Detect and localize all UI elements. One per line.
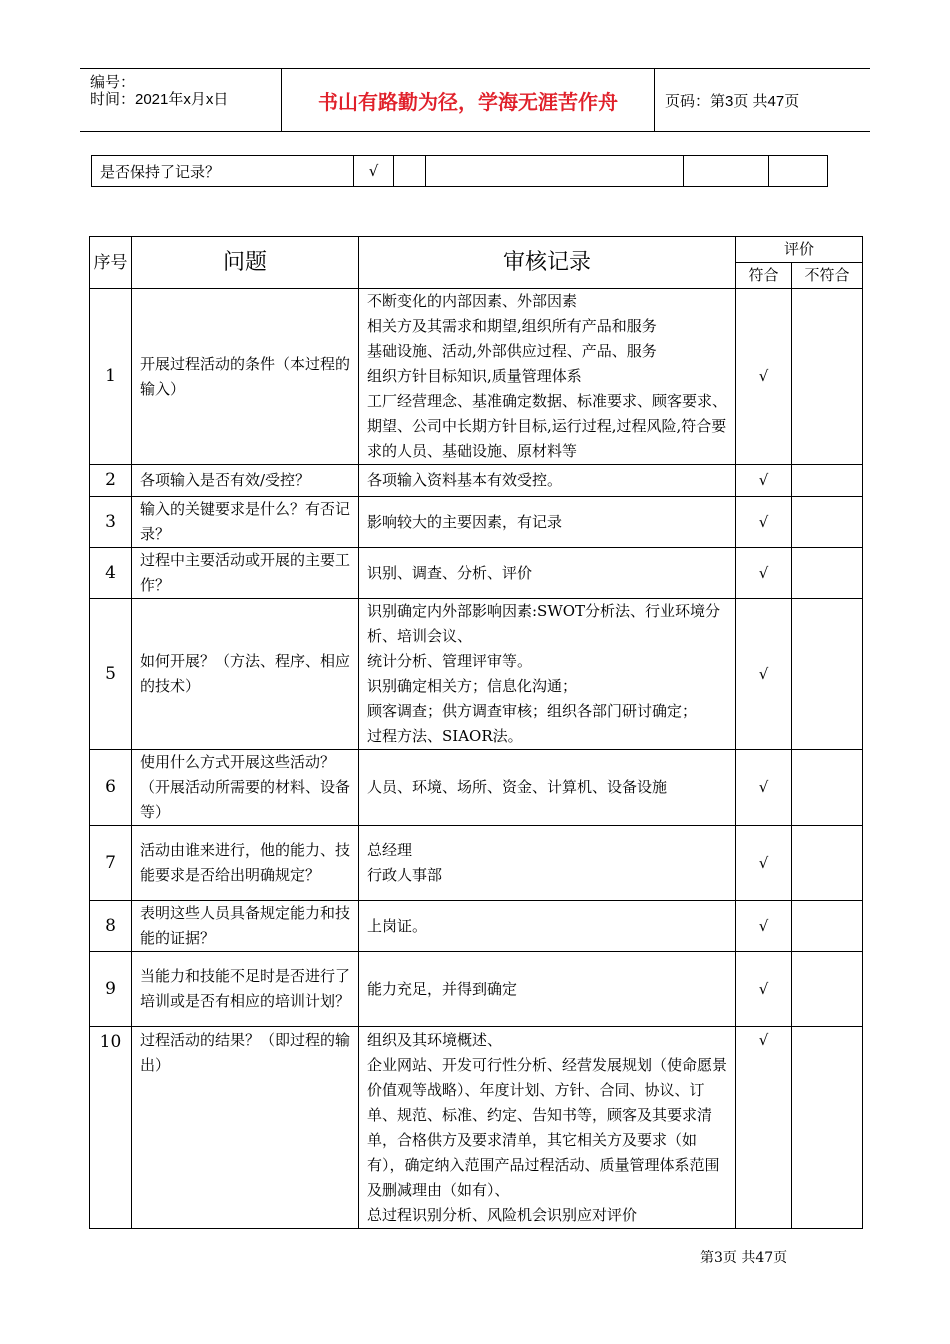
row-nonconform — [792, 901, 863, 952]
row-nonconform — [792, 599, 863, 750]
record-line: 识别确定内外部影响因素:SWOT分析法、行业环境分析、培训会议、 — [367, 602, 721, 645]
record-line: 行政人事部 — [367, 866, 443, 884]
row-seq: 2 — [90, 465, 132, 497]
row-conform-check: √ — [736, 901, 792, 952]
record-line: 组织及其环境概述、 — [367, 1030, 503, 1049]
row-record — [359, 901, 736, 952]
row-conform-check: √ — [736, 826, 792, 901]
record-line: 各项输入资料基本有效受控。 — [367, 471, 563, 489]
header-meta — [80, 69, 282, 131]
page-header — [80, 68, 870, 132]
table-row — [90, 901, 863, 952]
header-page-label: 页码：第3页 共47页 — [665, 92, 800, 110]
record-line: 总过程识别分析、风险机会识别应对评价 — [367, 1205, 638, 1224]
row-seq: 3 — [90, 497, 132, 548]
row-record — [359, 599, 736, 750]
audit-table — [89, 236, 863, 1229]
table-row — [90, 465, 863, 497]
record-line: 识别确定相关方；信息化沟通； — [367, 677, 578, 695]
record-line: 相关方及其需求和期望,组织所有产品和服务 — [367, 317, 657, 335]
header-seq-label: 序号 — [93, 252, 128, 273]
row-seq: 4 — [90, 548, 132, 599]
fragment-empty-cell — [684, 156, 769, 187]
table-row — [92, 156, 828, 187]
row-record — [359, 465, 736, 497]
record-line: 统计分析、管理评审等。 — [367, 652, 533, 670]
row-question: 表明这些人员具备规定能力和技能的证据？ — [132, 901, 359, 952]
row-seq: 10 — [90, 1027, 132, 1229]
record-line: 总经理 — [367, 841, 413, 859]
header-nonconform: 不符合 — [792, 263, 863, 289]
row-question: 过程活动的结果？（即过程的输出） — [132, 1027, 359, 1229]
row-conform-check: √ — [736, 599, 792, 750]
row-record — [359, 548, 736, 599]
record-line: 过程方法、SIAOR法。 — [367, 727, 523, 745]
record-line: 工厂经营理念、基准确定数据、标准要求、顾客要求、期望、公司中长期方针目标,运行过程,过程风险,符合要求的人员、基础设施、原材料等 — [367, 392, 728, 460]
row-conform-check: √ — [736, 497, 792, 548]
row-nonconform — [792, 952, 863, 1027]
row-question: 过程中主要活动或开展的主要工作？ — [132, 548, 359, 599]
row-question: 使用什么方式开展这些活动？（开展活动所需要的材料、设备等） — [132, 750, 359, 826]
doc-number-label: 编号： — [90, 74, 136, 91]
table-row — [90, 826, 863, 901]
row-record — [359, 750, 736, 826]
table-row — [90, 497, 863, 548]
row-nonconform — [792, 1027, 863, 1229]
header-motto: 书山有路勤为径，学海无涯苦作舟 — [318, 89, 618, 114]
row-record — [359, 1027, 736, 1229]
table-row — [90, 952, 863, 1027]
record-line: 识别、调查、分析、评价 — [367, 563, 533, 582]
header-seq — [90, 237, 132, 289]
row-record — [359, 497, 736, 548]
table-row — [90, 1027, 863, 1229]
record-line: 基础设施、活动,外部供应过程、产品、服务 — [367, 342, 657, 360]
fragment-question: 是否保持了记录？ — [92, 156, 354, 187]
row-seq: 1 — [90, 289, 132, 465]
header-record: 审核记录 — [359, 237, 736, 289]
table-row — [90, 750, 863, 826]
row-question: 开展过程活动的条件（本过程的输入） — [132, 289, 359, 465]
row-conform-check: √ — [736, 289, 792, 465]
doc-time-label: 时间：2021年x月x日 — [90, 91, 229, 108]
row-seq: 6 — [90, 750, 132, 826]
record-line: 能力充足，并得到确定 — [367, 979, 518, 998]
row-conform-check: √ — [736, 750, 792, 826]
row-question: 如何开展？（方法、程序、相应的技术） — [132, 599, 359, 750]
header-question: 问题 — [132, 237, 359, 289]
row-question: 各项输入是否有效/受控？ — [132, 465, 359, 497]
row-seq: 5 — [90, 599, 132, 750]
row-conform-check: √ — [736, 1027, 792, 1229]
header-motto-cell — [282, 69, 655, 131]
record-line: 影响较大的主要因素，有记录 — [367, 512, 563, 531]
row-record — [359, 826, 736, 901]
row-seq: 9 — [90, 952, 132, 1027]
record-line: 不断变化的内部因素、外部因素 — [367, 292, 578, 310]
fragment-check: √ — [354, 156, 394, 187]
fragment-empty-cell — [394, 156, 426, 187]
row-record — [359, 289, 736, 465]
record-line: 组织方针目标知识,质量管理体系 — [367, 367, 582, 385]
row-conform-check: √ — [736, 952, 792, 1027]
fragment-empty-cell — [769, 156, 828, 187]
row-record — [359, 952, 736, 1027]
fragment-empty-cell — [426, 156, 684, 187]
fragment-table — [91, 155, 828, 187]
record-line: 顾客调查；供方调查审核；组织各部门研讨确定； — [367, 702, 698, 720]
row-nonconform — [792, 750, 863, 826]
header-conform: 符合 — [736, 263, 792, 289]
row-nonconform — [792, 465, 863, 497]
record-line: 上岗证。 — [367, 916, 428, 935]
row-nonconform — [792, 497, 863, 548]
page-footer: 第3页 共47页 — [700, 1250, 788, 1266]
row-seq: 8 — [90, 901, 132, 952]
row-conform-check: √ — [736, 465, 792, 497]
row-nonconform — [792, 548, 863, 599]
row-nonconform — [792, 289, 863, 465]
record-line: 人员、环境、场所、资金、计算机、设备设施 — [367, 778, 668, 796]
row-question: 输入的关键要求是什么？有否记录？ — [132, 497, 359, 548]
header-evaluation: 评价 — [736, 237, 863, 263]
record-line: 企业网站、开发可行性分析、经营发展规划（使命愿景价值观等战略）、年度计划、方针、合同、协议、订单、规范、标准、约定、告知书等，顾客及其要求清单，合格供方及要求清单，其它相关方及要求（如有），确定纳入范围产品过程活动、质量管理体系范围及删减理由（如有）、 — [367, 1055, 728, 1199]
row-seq: 7 — [90, 826, 132, 901]
table-row — [90, 599, 863, 750]
table-row — [90, 548, 863, 599]
table-row — [90, 289, 863, 465]
row-question: 当能力和技能不足时是否进行了培训或是否有相应的培训计划？ — [132, 952, 359, 1027]
row-question: 活动由谁来进行，他的能力、技能要求是否给出明确规定？ — [132, 826, 359, 901]
table-header-row — [90, 237, 863, 263]
row-nonconform — [792, 826, 863, 901]
row-conform-check: √ — [736, 548, 792, 599]
